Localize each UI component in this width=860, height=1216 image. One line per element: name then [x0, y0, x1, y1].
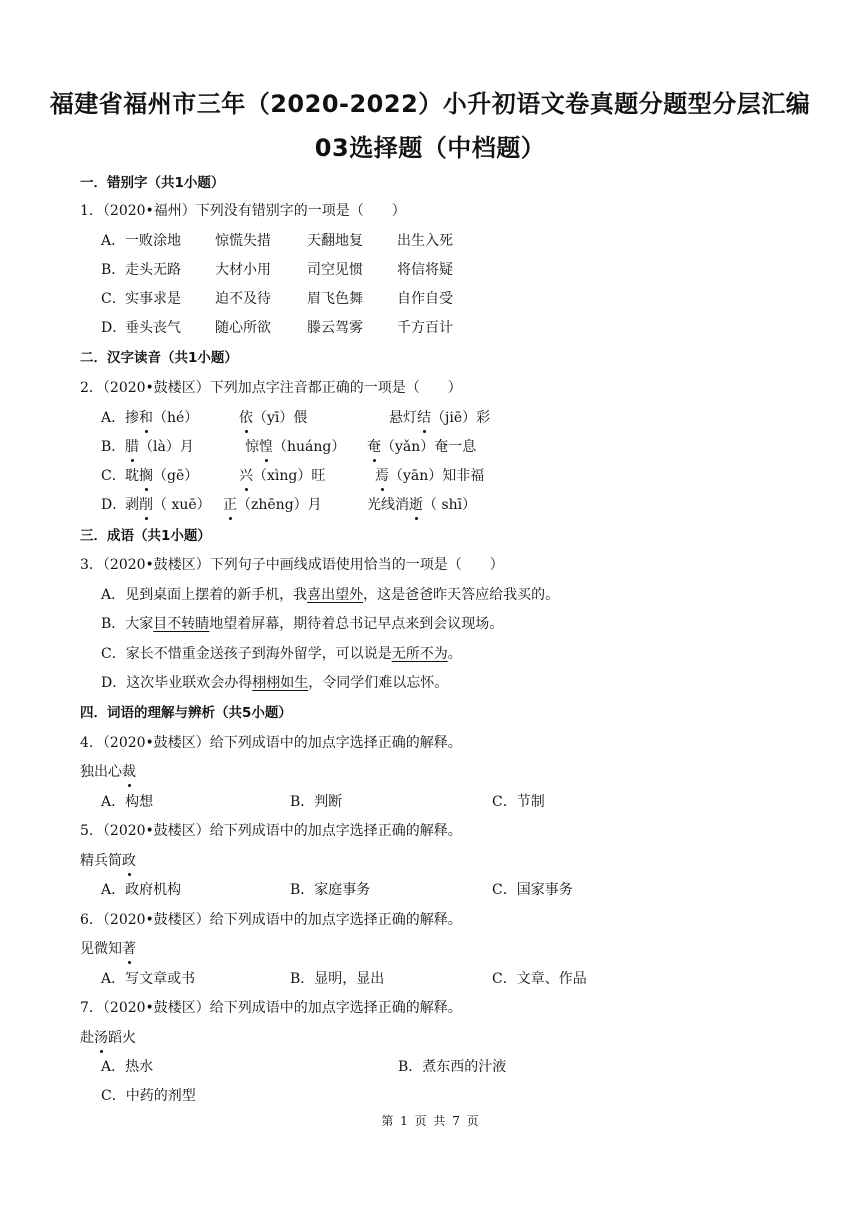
option-c: C．国家事务: [492, 882, 573, 898]
underlined-idiom: 栩栩如生: [252, 675, 309, 691]
dotted-char: 焉: [375, 468, 389, 484]
option-a: A．构想: [101, 794, 154, 810]
pinyin-item: [125, 466, 198, 486]
option-b: B．显明，显出: [290, 971, 385, 987]
dotted-char: 依: [239, 410, 253, 426]
question-stem: 3．（2020•鼓楼区）下列句子中画线成语使用恰当的一项是（ ）: [80, 557, 504, 573]
dotted-char: 政: [122, 853, 136, 869]
item-suffix: （yǎn）奄一息: [381, 439, 477, 455]
pinyin-item: [245, 437, 345, 457]
dotted-char: 汤: [94, 1030, 108, 1046]
pinyin-item: [375, 466, 484, 486]
sentence-suffix: 。: [447, 646, 462, 662]
option-word: 迫不及待: [215, 291, 271, 307]
option-label: D．: [101, 675, 127, 691]
option-label: D．: [101, 320, 127, 336]
idiom: [80, 939, 136, 959]
option-label: A．: [101, 410, 126, 426]
option-label: C．: [101, 646, 126, 662]
idiom: [80, 1028, 136, 1048]
item-suffix: （ shī）: [423, 497, 477, 513]
dotted-char: 兴: [239, 468, 253, 484]
pinyin-item: [389, 408, 490, 428]
question-stem: 6．（2020•鼓楼区）给下列成语中的加点字选择正确的解释。: [80, 912, 462, 928]
option-word: 垂头丧气: [125, 320, 181, 336]
option-word: 千方百计: [397, 320, 453, 336]
option-row: [101, 673, 448, 693]
question-stem: 5．（2020•鼓楼区）给下列成语中的加点字选择正确的解释。: [80, 823, 462, 839]
option-label: B．: [101, 616, 126, 632]
idiom: [80, 762, 136, 782]
option-row: [101, 585, 559, 605]
dotted-char: 削: [139, 497, 153, 513]
item-suffix: （gē）: [153, 468, 199, 484]
option-word: 将信将疑: [397, 262, 453, 278]
sentence-prefix: 这次毕业联欢会办得: [126, 675, 253, 691]
dotted-char: 逝: [409, 497, 423, 513]
pinyin-item: [125, 495, 211, 515]
item-suffix: （là）月: [139, 439, 194, 455]
pinyin-item: [125, 408, 198, 428]
option-label: C．: [101, 291, 126, 307]
question-stem: 2．（2020•鼓楼区）下列加点字注音都正确的一项是（ ）: [80, 380, 462, 396]
pinyin-item: [367, 437, 476, 457]
item-suffix: （yān）知非福: [389, 468, 485, 484]
section-heading: 二．汉字读音（共1小题）: [80, 350, 238, 366]
dotted-char: 和: [139, 410, 153, 426]
section-heading: 四．词语的理解与辨析（共5小题）: [80, 705, 292, 721]
dotted-char: 奄: [367, 439, 381, 455]
option-row: [101, 644, 462, 664]
page-footer: 第 1 页 共 7 页: [381, 1114, 479, 1128]
pinyin-item: [239, 408, 307, 428]
option-label: B．: [101, 262, 126, 278]
dotted-char: 腊: [125, 439, 139, 455]
option-c: C．文章、作品: [492, 971, 587, 987]
idiom-prefix: 见微知: [80, 941, 122, 957]
option-word: 眉飞色舞: [307, 291, 363, 307]
option-b: B．家庭事务: [290, 882, 371, 898]
option-b: B．判断: [290, 794, 343, 810]
item-suffix: （xìng）旺: [253, 468, 326, 484]
item-prefix: 耽: [125, 468, 139, 484]
document-subtitle: 03选择题（中档题）: [314, 134, 546, 162]
option-word: 实事求是: [125, 291, 181, 307]
section-heading: 三．成语（共1小题）: [80, 528, 211, 544]
pinyin-item: [125, 437, 194, 457]
dotted-char: 结: [417, 410, 431, 426]
option-word: 惊慌失措: [215, 233, 271, 249]
underlined-idiom: 喜出望外: [307, 587, 364, 603]
option-word: 大材小用: [215, 262, 271, 278]
item-prefix: 悬灯: [389, 410, 417, 426]
item-prefix: 掺: [125, 410, 139, 426]
item-prefix: 剥: [125, 497, 139, 513]
item-suffix: （ xuē）: [153, 497, 211, 513]
dotted-char: 搁: [139, 468, 153, 484]
option-label: A．: [101, 233, 126, 249]
pinyin-item: [223, 495, 322, 515]
option-a: A．写文章或书: [101, 971, 196, 987]
item-prefix: 惊: [245, 439, 259, 455]
item-suffix: （hé）: [153, 410, 199, 426]
option-word: 随心所欲: [215, 320, 271, 336]
option-label: B．: [101, 439, 126, 455]
question-stem: 1．（2020•福州）下列没有错别字的一项是（ ）: [80, 203, 406, 219]
item-suffix: （zhēng）月: [237, 497, 322, 513]
idiom-prefix: 赴: [80, 1030, 94, 1046]
idiom-suffix: 蹈火: [108, 1030, 136, 1046]
item-suffix: （jiē）彩: [431, 410, 491, 426]
sentence-suffix: ，令同学们难以忘怀。: [308, 675, 449, 691]
option-word: 出生入死: [397, 233, 453, 249]
sentence-suffix: ，这是爸爸昨天答应给我买的。: [363, 587, 560, 603]
option-row: [101, 614, 503, 634]
option-word: 走头无路: [125, 262, 181, 278]
item-suffix: （huáng）: [273, 439, 346, 455]
question-stem: 4．（2020•鼓楼区）给下列成语中的加点字选择正确的解释。: [80, 735, 462, 751]
option-word: 天翻地复: [307, 233, 363, 249]
sentence-prefix: 大家: [125, 616, 154, 632]
option-label: A．: [101, 587, 126, 603]
pinyin-item: [367, 495, 476, 515]
option-label: C．: [101, 468, 126, 484]
sentence-prefix: 家长不惜重金送孩子到海外留学，可以说是: [125, 646, 392, 662]
option-c: C．节制: [492, 794, 545, 810]
option-a: A．政府机构: [101, 882, 182, 898]
pinyin-item: [239, 466, 325, 486]
option-c: C．中药的剂型: [101, 1088, 196, 1104]
dotted-char: 正: [223, 497, 237, 513]
dotted-char: 裁: [122, 764, 136, 780]
item-prefix: 光线消: [367, 497, 409, 513]
document-title: 福建省福州市三年（2020-2022）小升初语文卷真题分题型分层汇编: [49, 90, 811, 118]
dotted-char: 著: [122, 941, 136, 957]
question-stem: 7．（2020•鼓楼区）给下列成语中的加点字选择正确的解释。: [80, 1000, 462, 1016]
option-word: 自作自受: [397, 291, 453, 307]
option-word: 一败涂地: [125, 233, 181, 249]
option-label: D．: [101, 497, 127, 513]
option-b: B．煮东西的汁液: [398, 1059, 507, 1075]
idiom: [80, 851, 136, 871]
option-word: 滕云驾雾: [307, 320, 363, 336]
underlined-idiom: 目不转睛: [153, 616, 210, 632]
option-word: 司空见惯: [307, 262, 363, 278]
underlined-idiom: 无所不为: [391, 646, 448, 662]
idiom-prefix: 精兵简: [80, 853, 122, 869]
section-heading: 一．错别字（共1小题）: [80, 175, 225, 191]
sentence-suffix: 地望着屏幕，期待着总书记早点来到会议现场。: [209, 616, 504, 632]
item-suffix: （yī）偎: [253, 410, 308, 426]
idiom-prefix: 独出心: [80, 764, 122, 780]
dotted-char: 惶: [259, 439, 273, 455]
option-a: A．热水: [101, 1059, 154, 1075]
sentence-prefix: 见到桌面上摆着的新手机，我: [125, 587, 308, 603]
